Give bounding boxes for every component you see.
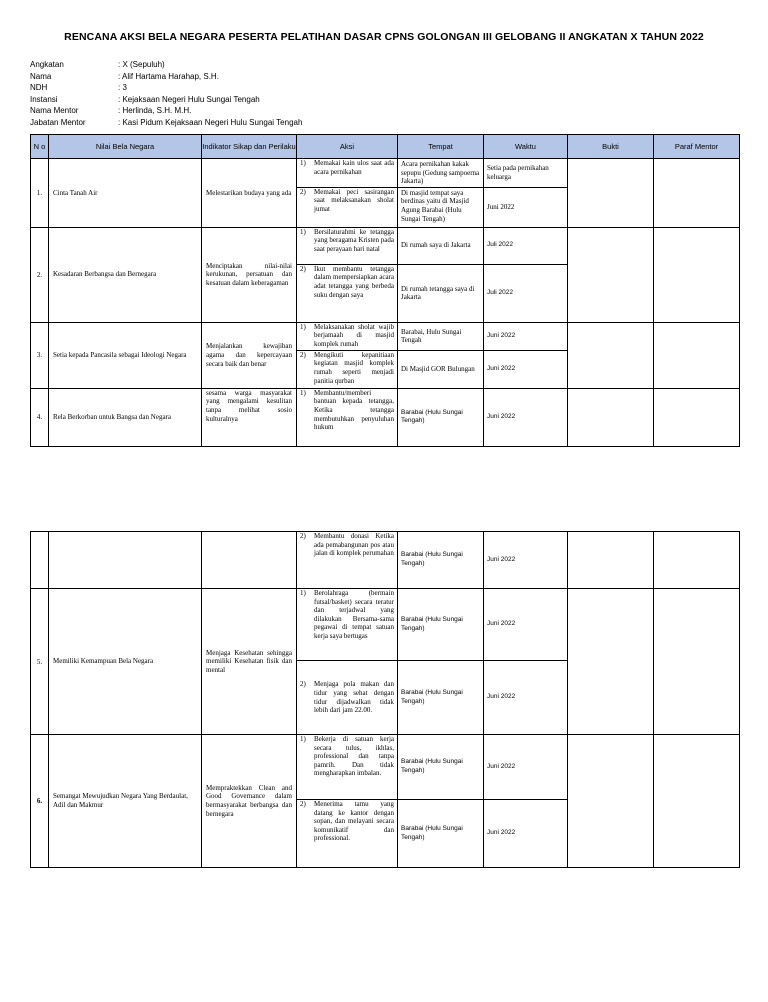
aksi-cell — [297, 350, 398, 388]
info-row-nama — [30, 71, 302, 83]
waktu-cell: Juni 2022 — [484, 187, 568, 227]
table-row — [31, 322, 740, 350]
info-key: NDH — [30, 83, 48, 92]
aksi-cell — [297, 800, 398, 868]
aksi-cell — [297, 388, 398, 446]
header-no: N o — [31, 135, 49, 159]
aksi-text: Mengikuti kepanitiaan kegiatan masjid komplek rumah seperti menjadi panitia qurban — [314, 350, 394, 385]
nilai-cell: Setia kepada Pancasila sebagai Ideologi Negara — [49, 322, 202, 388]
tempat-cell: Barabai (Hulu Sungai Tengah) — [398, 735, 484, 800]
row-number: 3. — [31, 322, 49, 388]
tempat-cell: Di masjid tempat saya berdinas yaitu di Masjid Agung Barabai (Hulu Sungai Tengah) — [398, 187, 484, 227]
aksi-number: 2) — [300, 532, 306, 540]
info-key: Instansi — [30, 94, 58, 104]
tempat-cell: Di rumah tetangga saya di Jakarta — [398, 264, 484, 322]
row-number: 5. — [31, 589, 49, 735]
header-tempat: Tempat — [398, 135, 484, 159]
table-row — [31, 159, 740, 188]
tempat-cell: Barabai (Hulu Sungai Tengah) — [398, 589, 484, 661]
bukti-cell — [568, 322, 654, 388]
table-row — [31, 589, 740, 661]
bukti-cell — [568, 227, 654, 322]
table-row — [31, 388, 740, 446]
table-row — [31, 532, 740, 589]
info-key: Nama Mentor — [30, 106, 79, 115]
header-bukti: Bukti — [568, 135, 654, 159]
info-value: : 3 — [118, 83, 127, 92]
tempat-cell: Barabai (Hulu Sungai Tengah) — [398, 532, 484, 589]
paraf-cell — [654, 159, 740, 228]
waktu-cell: Juni 2022 — [484, 800, 568, 868]
aksi-text: Bersilaturahmi ke tetangga yang beragama Kristen pada saat perayaan hari natal — [314, 227, 394, 253]
tempat-cell: Barabai (Hulu Sungai Tengah) — [398, 661, 484, 735]
waktu-cell: Juli 2022 — [484, 227, 568, 264]
waktu-cell: Juni 2022 — [484, 735, 568, 800]
indikator-cell: Menjaga Kesehatan sehingga memiliki Kesehatan fisik dan mental — [202, 589, 297, 735]
tempat-cell: Barabai, Hulu Sungai Tengah — [398, 322, 484, 350]
indikator-cell: Mempraktekkan Clean and Good Governance dalam bermasyarakat berbangsa dan bernegara — [202, 735, 297, 868]
table-header-row — [31, 135, 740, 159]
aksi-text: Menjaga pola makan dan tidur yang sehat dengan tidur dijadwalkan tidak lebih dari jam 22.00. — [314, 680, 394, 715]
aksi-number: 1) — [300, 227, 306, 236]
paraf-cell — [654, 227, 740, 322]
aksi-text: Bekerja di satuan kerja secara tulus, ikhlas, professional dan tanpa pamrih. Dan tidak mengharapkan imbalan. — [314, 735, 394, 778]
header-waktu: Waktu — [484, 135, 568, 159]
info-value: : X (Sepuluh) — [118, 60, 165, 69]
waktu-cell: Juni 2022 — [484, 388, 568, 446]
page-title: RENCANA AKSI BELA NEGARA PESERTA PELATIHAN DASAR CPNS GOLONGAN III GELOBANG II ANGKATAN X TAHUN 2022 — [64, 31, 704, 43]
aksi-number: 1) — [300, 322, 306, 331]
waktu-cell: Setia pada pernikahan keluarga — [484, 159, 568, 188]
header-paraf: Paraf Mentor — [654, 135, 740, 159]
indikator-cell: Menciptakan nilai-nilai kerukunan, persatuan dan kesatuan dalam keberagaman — [202, 227, 297, 322]
info-key: Jabatan Mentor — [30, 117, 86, 127]
bukti-cell — [568, 388, 654, 446]
info-row-nama-mentor — [30, 105, 302, 117]
nilai-cell: Kesadaran Berbangsa dan Bernegara — [49, 227, 202, 322]
row-number: 2. — [31, 227, 49, 322]
row-number: 6. — [31, 735, 49, 868]
bukti-cell — [568, 532, 654, 589]
info-row-jabatan-mentor — [30, 117, 302, 129]
aksi-number: 2) — [300, 680, 306, 689]
info-key: Angkatan — [30, 60, 64, 69]
bukti-cell — [568, 159, 654, 228]
tempat-cell: Acara pernikahan kakak sepupu (Gedung sampoerna Jakarta) — [398, 159, 484, 188]
tempat-cell: Barabai (Hulu Sungai Tengah) — [398, 388, 484, 446]
indikator-cell: sesama warga masyarakat yang mengalami kesulitan tanpa melihat sosio kulturalnya — [202, 388, 297, 446]
info-value: : Kejaksaan Negeri Hulu Sungai Tengah — [118, 94, 260, 104]
waktu-cell: Juni 2022 — [484, 589, 568, 661]
aksi-text: Memakai kain ulos saat ada acara pernikahan — [314, 159, 394, 176]
info-value: : Kasi Pidum Kejaksaan Negeri Hulu Sungai Tengah — [118, 117, 303, 127]
waktu-cell: Juni 2022 — [484, 350, 568, 388]
tempat-cell: Di rumah saya di Jakarta — [398, 227, 484, 264]
nilai-cell: Cinta Tanah Air — [49, 159, 202, 228]
aksi-text: Memakai peci sasirangan saat melaksanakan sholat jumat — [314, 187, 394, 213]
nilai-cell — [49, 532, 202, 589]
aksi-text: Berolahraga (bermain futsal/basket) secara teratur dan terjadwal yang dilakukan Bersama-sama pegawai di tempat satuan kerja saya bertugas — [314, 589, 394, 640]
aksi-cell — [297, 187, 398, 227]
info-row-ndh — [30, 82, 302, 94]
tempat-cell: Di Masjid GOR Bulungan — [398, 350, 484, 388]
aksi-text: Melaksanakan sholat wajib berjamaah di masjid komplek rumah — [314, 322, 394, 348]
aksi-number: 1) — [300, 388, 306, 397]
aksi-cell — [297, 322, 398, 350]
aksi-text: Menerima tamu yang datang ke kantor dengan sopan, dan melayani secara komunikatif dan professional. — [314, 800, 394, 843]
bukti-cell — [568, 589, 654, 735]
aksi-cell — [297, 532, 398, 589]
aksi-number: 2) — [300, 187, 306, 196]
nilai-cell: Rela Berkorban untuk Bangsa dan Negara — [49, 388, 202, 446]
aksi-text: Ikut membantu tetangga dalam mempersiapkan acara adat tetangga yang berbeda suku dengan saya — [314, 264, 394, 299]
aksi-number: 2) — [300, 350, 306, 359]
aksi-number: 1) — [300, 589, 306, 597]
waktu-cell: Juni 2022 — [484, 661, 568, 735]
info-key: Nama — [30, 71, 52, 81]
action-plan-table-1 — [30, 134, 740, 447]
info-value: : Herlinda, S.H. M.H. — [118, 106, 192, 115]
row-number: 4. — [31, 388, 49, 446]
aksi-cell — [297, 735, 398, 800]
aksi-text: Membantu/memberi bantuan kepada tetangga, Ketika tetangga membutuhkan penyuluhan hukum — [314, 388, 394, 432]
paraf-cell — [654, 589, 740, 735]
indikator-cell: Melestarikan budaya yang ada — [202, 159, 297, 228]
aksi-number: 1) — [300, 159, 306, 167]
waktu-cell: Juli 2022 — [484, 264, 568, 322]
row-number: 1. — [31, 159, 49, 228]
aksi-cell — [297, 159, 398, 188]
header-nilai: Nilai Bela Negara — [49, 135, 202, 159]
aksi-number: 2) — [300, 264, 306, 273]
indikator-cell: Menjalankan kewajiban agama dan kepercayaan secara baik dan benar — [202, 322, 297, 388]
aksi-cell — [297, 589, 398, 661]
action-plan-table-2 — [30, 531, 740, 868]
paraf-cell — [654, 322, 740, 388]
nilai-cell: Memiliki Kemampuan Bela Negara — [49, 589, 202, 735]
aksi-cell — [297, 661, 398, 735]
tempat-cell: Barabai (Hulu Sungai Tengah) — [398, 800, 484, 868]
info-value: : Alif Hartama Harahap, S.H. — [118, 71, 219, 81]
header-aksi: Aksi — [297, 135, 398, 159]
aksi-cell — [297, 227, 398, 264]
paraf-cell — [654, 532, 740, 589]
header-indikator: Indikator Sikap dan Perilaku — [202, 135, 297, 159]
aksi-cell — [297, 264, 398, 322]
nilai-cell: Semangat Mewujudkan Negara Yang Berdaulat, Adil dan Makmur — [49, 735, 202, 868]
aksi-number: 1) — [300, 735, 306, 743]
row-number — [31, 532, 49, 589]
indikator-cell — [202, 532, 297, 589]
aksi-number: 2) — [300, 800, 306, 808]
info-row-instansi — [30, 94, 302, 106]
aksi-text: Membantu donasi Ketika ada pemabangunan pos atau jalan di komplek perumahan — [314, 532, 394, 558]
info-row-angkatan — [30, 59, 302, 71]
table-row — [31, 735, 740, 800]
bukti-cell — [568, 735, 654, 868]
paraf-cell — [654, 388, 740, 446]
waktu-cell: Juni 2022 — [484, 322, 568, 350]
participant-info — [30, 59, 302, 128]
waktu-cell: Juni 2022 — [484, 532, 568, 589]
paraf-cell — [654, 735, 740, 868]
table-row — [31, 227, 740, 264]
